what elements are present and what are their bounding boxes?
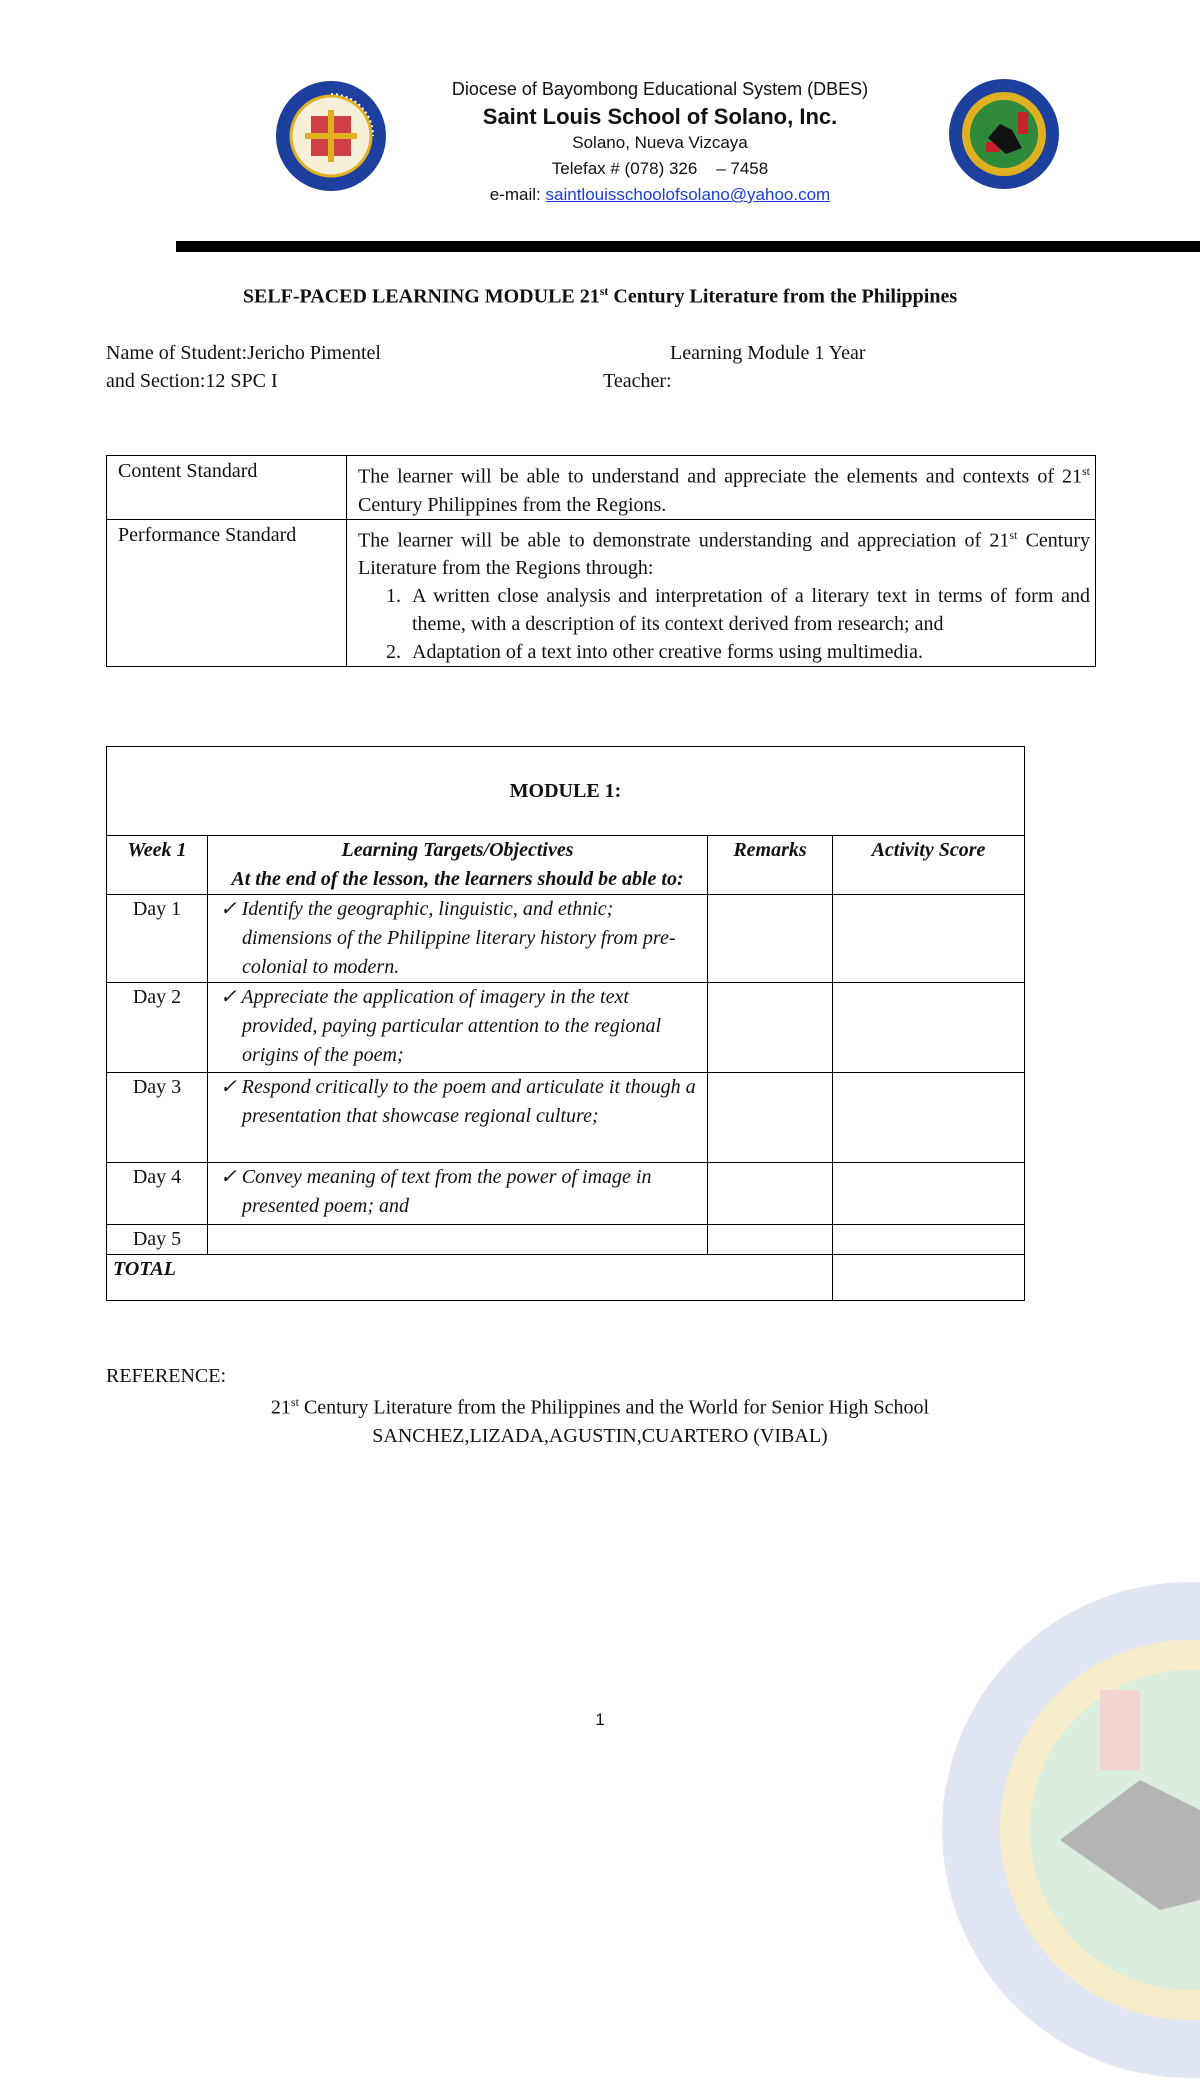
score-cell[interactable] <box>833 1225 1025 1255</box>
table-row <box>107 1163 1025 1225</box>
col-targets-subtitle: At the end of the lesson, the learners should be able to: <box>231 868 684 890</box>
day-cell: Day 2 <box>107 983 208 1073</box>
score-cell[interactable] <box>833 1073 1025 1163</box>
performance-standard-text: The learner will be able to demonstrate understanding and appreciation of 21st Century Literature from the Regions through: 1. A written close analysis and interpretation of a literary text in terms of form and theme, with a description of its context derived from research; and 2. Adaptation of a text into other creative forms using multimedia. <box>347 519 1096 667</box>
total-label: TOTAL <box>107 1255 833 1301</box>
school-letterhead <box>380 76 940 208</box>
performance-standard-label: Performance Standard <box>107 519 347 667</box>
performance-list <box>358 582 1090 666</box>
module-year: Learning Module 1 Year <box>670 342 866 364</box>
page-number: 1 <box>595 1710 605 1729</box>
table-row <box>107 895 1025 983</box>
remarks-cell[interactable] <box>708 895 833 983</box>
objective-cell: ✓ Convey meaning of text from the power of image in presented poem; and <box>208 1163 708 1225</box>
objective-cell: ✓ Respond critically to the poem and articulate it though a presentation that showcase regional culture; <box>208 1073 708 1163</box>
day-cell: Day 4 <box>107 1163 208 1225</box>
remarks-cell[interactable] <box>708 1073 833 1163</box>
objective-cell <box>208 1225 708 1255</box>
school-name: Saint Louis School of Solano, Inc. <box>482 104 838 129</box>
remarks-cell[interactable] <box>708 983 833 1073</box>
col-targets <box>208 836 708 895</box>
reference-book: 21st Century Literature from the Philippines and the World for Senior High School <box>270 1395 930 1419</box>
performance-standard-row <box>107 519 1096 667</box>
module-title: MODULE 1: <box>107 747 1025 836</box>
total-row <box>107 1255 1025 1301</box>
reference-authors: SANCHEZ,LIZADA,AGUSTIN,CUARTERO (VIBAL) <box>372 1425 828 1447</box>
diocese-name: Diocese of Bayombong Educational System (DBES) <box>451 79 869 99</box>
dbes-watermark <box>940 1580 1200 2080</box>
school-logo-left <box>275 80 387 192</box>
day-cell: Day 3 <box>107 1073 208 1163</box>
module-header-row <box>107 836 1025 895</box>
score-cell[interactable] <box>833 1163 1025 1225</box>
content-standard-row <box>107 456 1096 520</box>
table-row <box>107 983 1025 1073</box>
content-standard-text: The learner will be able to understand and appreciate the elements and contexts of 21st Century Philippines from the Regions. <box>347 456 1096 520</box>
objective-cell: ✓ Identify the geographic, linguistic, and ethnic; dimensions of the Philippine literary history from pre-colonial to modern. <box>208 895 708 983</box>
dbes-logo-right <box>948 78 1060 190</box>
table-row <box>107 1073 1025 1163</box>
teacher-label: Teacher: <box>603 370 672 392</box>
page-title <box>0 284 1200 309</box>
remarks-cell[interactable] <box>708 1163 833 1225</box>
standards-table <box>106 455 1096 667</box>
col-week: Week 1 <box>107 836 208 895</box>
score-cell[interactable] <box>833 895 1025 983</box>
col-targets-title: Learning Targets/Objectives <box>341 839 574 861</box>
content-standard-label: Content Standard <box>107 456 347 520</box>
col-activity-score: Activity Score <box>833 836 1025 895</box>
day-cell: Day 5 <box>107 1225 208 1255</box>
title-suffix: Century Literature from the Philippines <box>608 285 958 308</box>
reference-label: REFERENCE: <box>106 1365 227 1387</box>
student-section: and Section:12 SPC I <box>106 370 278 392</box>
objective-cell: ✓ Appreciate the application of imagery in the text provided, paying particular attention to the regional origins of the poem; <box>208 983 708 1073</box>
email-link[interactable]: saintlouisschoolofsolano@yahoo.com <box>545 185 831 204</box>
total-score-cell[interactable] <box>833 1255 1025 1301</box>
table-row <box>107 1225 1025 1255</box>
email-line <box>380 182 940 208</box>
score-cell[interactable] <box>833 983 1025 1073</box>
remarks-cell[interactable] <box>708 1225 833 1255</box>
header-divider <box>176 241 1200 252</box>
title-sup: st <box>599 284 609 298</box>
module-table <box>106 746 1025 1301</box>
email-label: e-mail: <box>489 185 541 204</box>
school-address: Solano, Nueva Vizcaya <box>572 133 748 152</box>
performance-item: 1. A written close analysis and interpretation of a literary text in terms of form and theme, with a description of its context derived from research; and <box>406 582 1090 638</box>
telefax: Telefax # (078) 326 – 7458 <box>551 159 769 178</box>
title-prefix: SELF-PACED LEARNING MODULE 21 <box>242 285 600 308</box>
col-remarks: Remarks <box>708 836 833 895</box>
student-name: Name of Student:Jericho Pimentel <box>106 342 381 364</box>
day-cell: Day 1 <box>107 895 208 983</box>
performance-item: 2. Adaptation of a text into other creative forms using multimedia. <box>406 638 1090 666</box>
